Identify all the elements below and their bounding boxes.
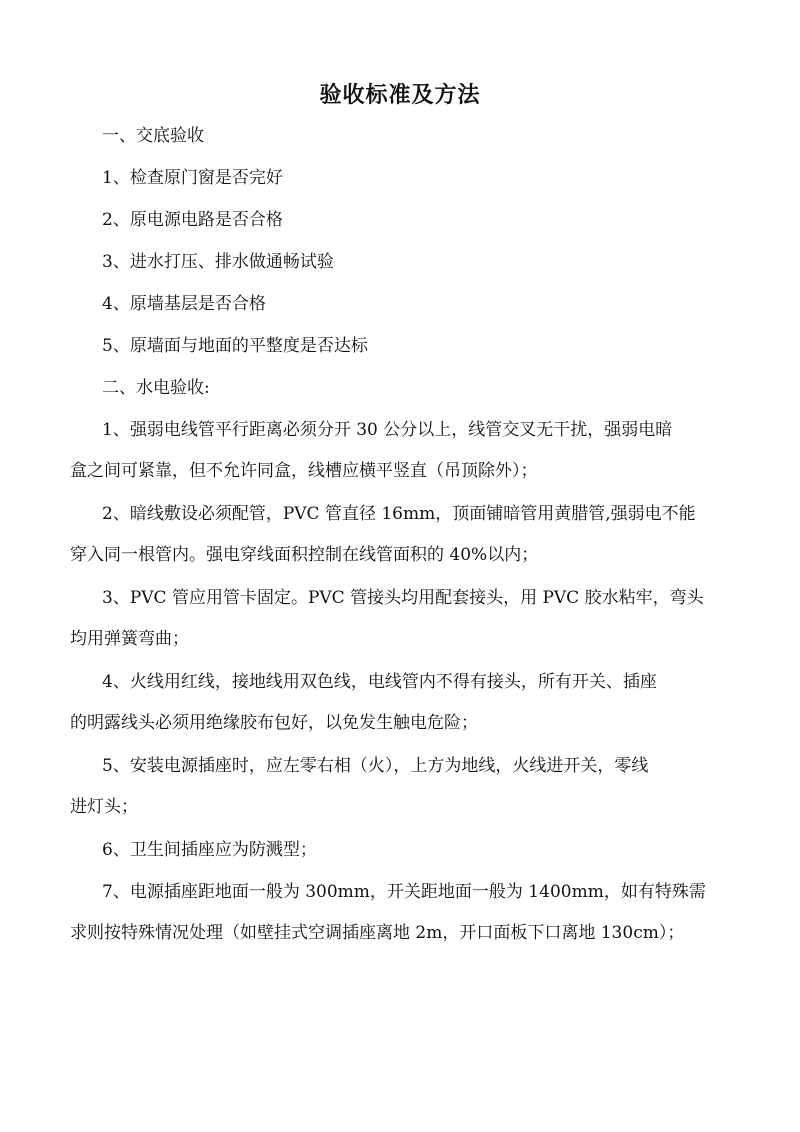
list-item-line: 5、安装电源插座时，应左零右相（火），上方为地线，火线进开关，零线 <box>102 756 649 776</box>
list-item-line: 4、火线用红线，接地线用双色线，电线管内不得有接头，所有开关、插座 <box>102 672 657 692</box>
list-item: 5、原墙面与地面的平整度是否达标 <box>102 336 368 356</box>
list-item-line: 6、卫生间插座应为防溅型； <box>102 840 317 860</box>
list-item: 4、原墙基层是否合格 <box>102 294 266 314</box>
list-item-line: 1、强弱电线管平行距离必须分开 30 公分以上，线管交叉无干扰，强弱电暗 <box>102 420 673 440</box>
section-heading-handover: 一、交底验收 <box>102 126 204 146</box>
list-item <box>70 494 722 576</box>
page-title: 验收标准及方法 <box>319 82 481 108</box>
list-item <box>70 872 722 954</box>
list-item: 3、进水打压、排水做通畅试验 <box>102 252 334 272</box>
list-item-line: 穿入同一根管内。强电穿线面积控制在线管面积的 40%以内； <box>70 545 539 565</box>
list-item <box>70 746 722 828</box>
list-item-line: 均用弹簧弯曲； <box>70 629 189 649</box>
list-item <box>70 410 722 492</box>
list-item <box>102 830 722 871</box>
section-heading-plumbing-electrical: 二、水电验收: <box>102 378 210 398</box>
list-item <box>70 578 722 660</box>
list-item-line: 7、电源插座距地面一般为 300mm，开关距地面一般为 1400mm，如有特殊需 <box>102 882 706 902</box>
list-item <box>70 662 722 744</box>
list-item: 2、原电源电路是否合格 <box>102 210 283 230</box>
list-item: 1、检查原门窗是否完好 <box>102 168 283 188</box>
list-item-line: 3、PVC 管应用管卡固定。PVC 管接头均用配套接头，用 PVC 胶水粘牢，弯头 <box>102 588 704 608</box>
list-item-line: 2、暗线敷设必须配管，PVC 管直径 16mm，顶面铺暗管用黄腊管,强弱电不能 <box>102 504 696 524</box>
list-item-line: 盒之间可紧靠，但不允许同盒，线槽应横平竖直（吊顶除外）； <box>70 461 538 481</box>
list-item-line: 进灯头； <box>70 797 138 817</box>
list-item-line: 的明露线头必须用绝缘胶布包好，以免发生触电危险； <box>70 713 478 733</box>
list-item-line: 求则按特殊情况处理（如壁挂式空调插座离地 2m，开口面板下口离地 130cm）； <box>70 923 685 943</box>
